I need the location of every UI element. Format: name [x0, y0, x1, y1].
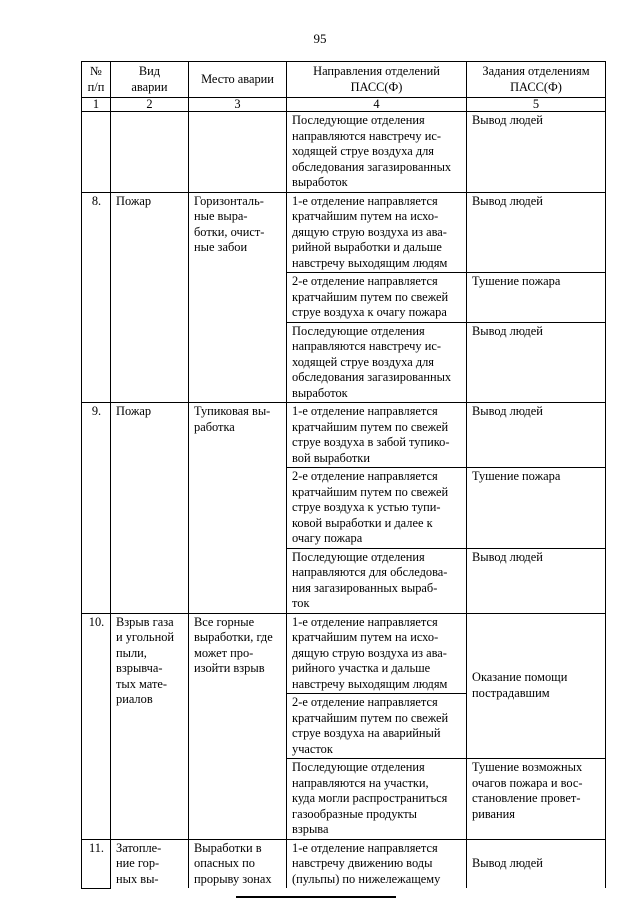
- direction-cell: Последующие отделения направляются навстречу ис- ходящей струе воздуха для обследования загазированных выработок: [287, 322, 467, 403]
- accident-type-cell: Затопле- ние гор- ных вы-: [111, 839, 189, 888]
- accident-type-cell: Взрыв газа и угольной пыли, взрывча- тых мате- риалов: [111, 613, 189, 839]
- number-cell: 11.: [82, 839, 111, 888]
- table-row: [82, 839, 606, 888]
- direction-cell: 1-е отделение направляется кратчайшим путем по свежей струе воздуха в забой тупико- вой выработки: [287, 403, 467, 468]
- direction-cell: 2-е отделение направляется кратчайшим путем по свежей струе воздуха на аварийный участок: [287, 694, 467, 759]
- header-accident-type: Вид аварии: [111, 62, 189, 98]
- header-row: [82, 62, 606, 98]
- number-cell: 8.: [82, 192, 111, 403]
- column-number: 5: [467, 98, 606, 112]
- accident-type-cell: Пожар: [111, 403, 189, 614]
- column-number: 2: [111, 98, 189, 112]
- direction-cell: Последующие отделения направляются навстречу ис- ходящей струе воздуха для обследования загазированных выработок: [287, 112, 467, 193]
- accident-place-cell: Тупиковая вы- работка: [189, 403, 287, 614]
- header-tasks: Задания отделениям ПАСС(Ф): [467, 62, 606, 98]
- header-number: № п/п: [82, 62, 111, 98]
- task-cell: Вывод людей: [467, 839, 606, 888]
- number-cell: 10.: [82, 613, 111, 839]
- table-row: [82, 192, 606, 273]
- column-number: 3: [189, 98, 287, 112]
- task-cell: Вывод людей: [467, 548, 606, 613]
- task-cell: Тушение пожара: [467, 273, 606, 323]
- direction-cell: 2-е отделение направляется кратчайшим путем по свежей струе воздуха к очагу пожара: [287, 273, 467, 323]
- page-number: 95: [313, 31, 327, 46]
- column-number: 1: [82, 98, 111, 112]
- direction-cell: Последующие отделения направляются для обследова- ния загазированных выраб- ток: [287, 548, 467, 613]
- accident-type-cell: [111, 112, 189, 193]
- column-number-row: [82, 98, 606, 112]
- accident-place-cell: [189, 112, 287, 193]
- task-cell: Вывод людей: [467, 192, 606, 273]
- number-cell: [82, 112, 111, 193]
- direction-cell: 1-е отделение направляется кратчайшим путем на исхо- дящую струю воздуха из ава- рийной выработки и дальше навстречу выходящим людям: [287, 192, 467, 273]
- accident-type-cell: Пожар: [111, 192, 189, 403]
- accident-place-cell: Все горные выработки, где может про- изойти взрыв: [189, 613, 287, 839]
- table-row: [82, 403, 606, 468]
- task-cell: Вывод людей: [467, 403, 606, 468]
- task-cell: Оказание помощи пострадавшим: [467, 613, 606, 759]
- accident-response-table: [81, 61, 606, 889]
- accident-place-cell: Выработки в опасных по прорыву зонах: [189, 839, 287, 888]
- header-accident-place: Место аварии: [189, 62, 287, 98]
- task-cell: Тушение возможных очагов пожара и вос- становление провет- ривания: [467, 759, 606, 840]
- direction-cell: 1-е отделение направляется навстречу движению воды (пульпы) по нижележащему: [287, 839, 467, 888]
- task-cell: Вывод людей: [467, 112, 606, 193]
- table-row: [82, 112, 606, 193]
- page-bottom-rule: [236, 896, 396, 898]
- direction-cell: 1-е отделение направляется кратчайшим путем на исхо- дящую струю воздуха из ава- рийного участка и дальше навстречу выходящим людям: [287, 613, 467, 694]
- task-cell: Вывод людей: [467, 322, 606, 403]
- column-number: 4: [287, 98, 467, 112]
- accident-place-cell: Горизонталь- ные выра- ботки, очист- ные забои: [189, 192, 287, 403]
- direction-cell: 2-е отделение направляется кратчайшим путем по свежей струе воздуха к устью тупи- ковой выработки и далее к очагу пожара: [287, 468, 467, 549]
- header-directions: Направления отделений ПАСС(Ф): [287, 62, 467, 98]
- direction-cell: Последующие отделения направляются на участки, куда могли распространиться газообразные продукты взрыва: [287, 759, 467, 840]
- number-cell: 9.: [82, 403, 111, 614]
- table-row: [82, 613, 606, 694]
- task-cell: Тушение пожара: [467, 468, 606, 549]
